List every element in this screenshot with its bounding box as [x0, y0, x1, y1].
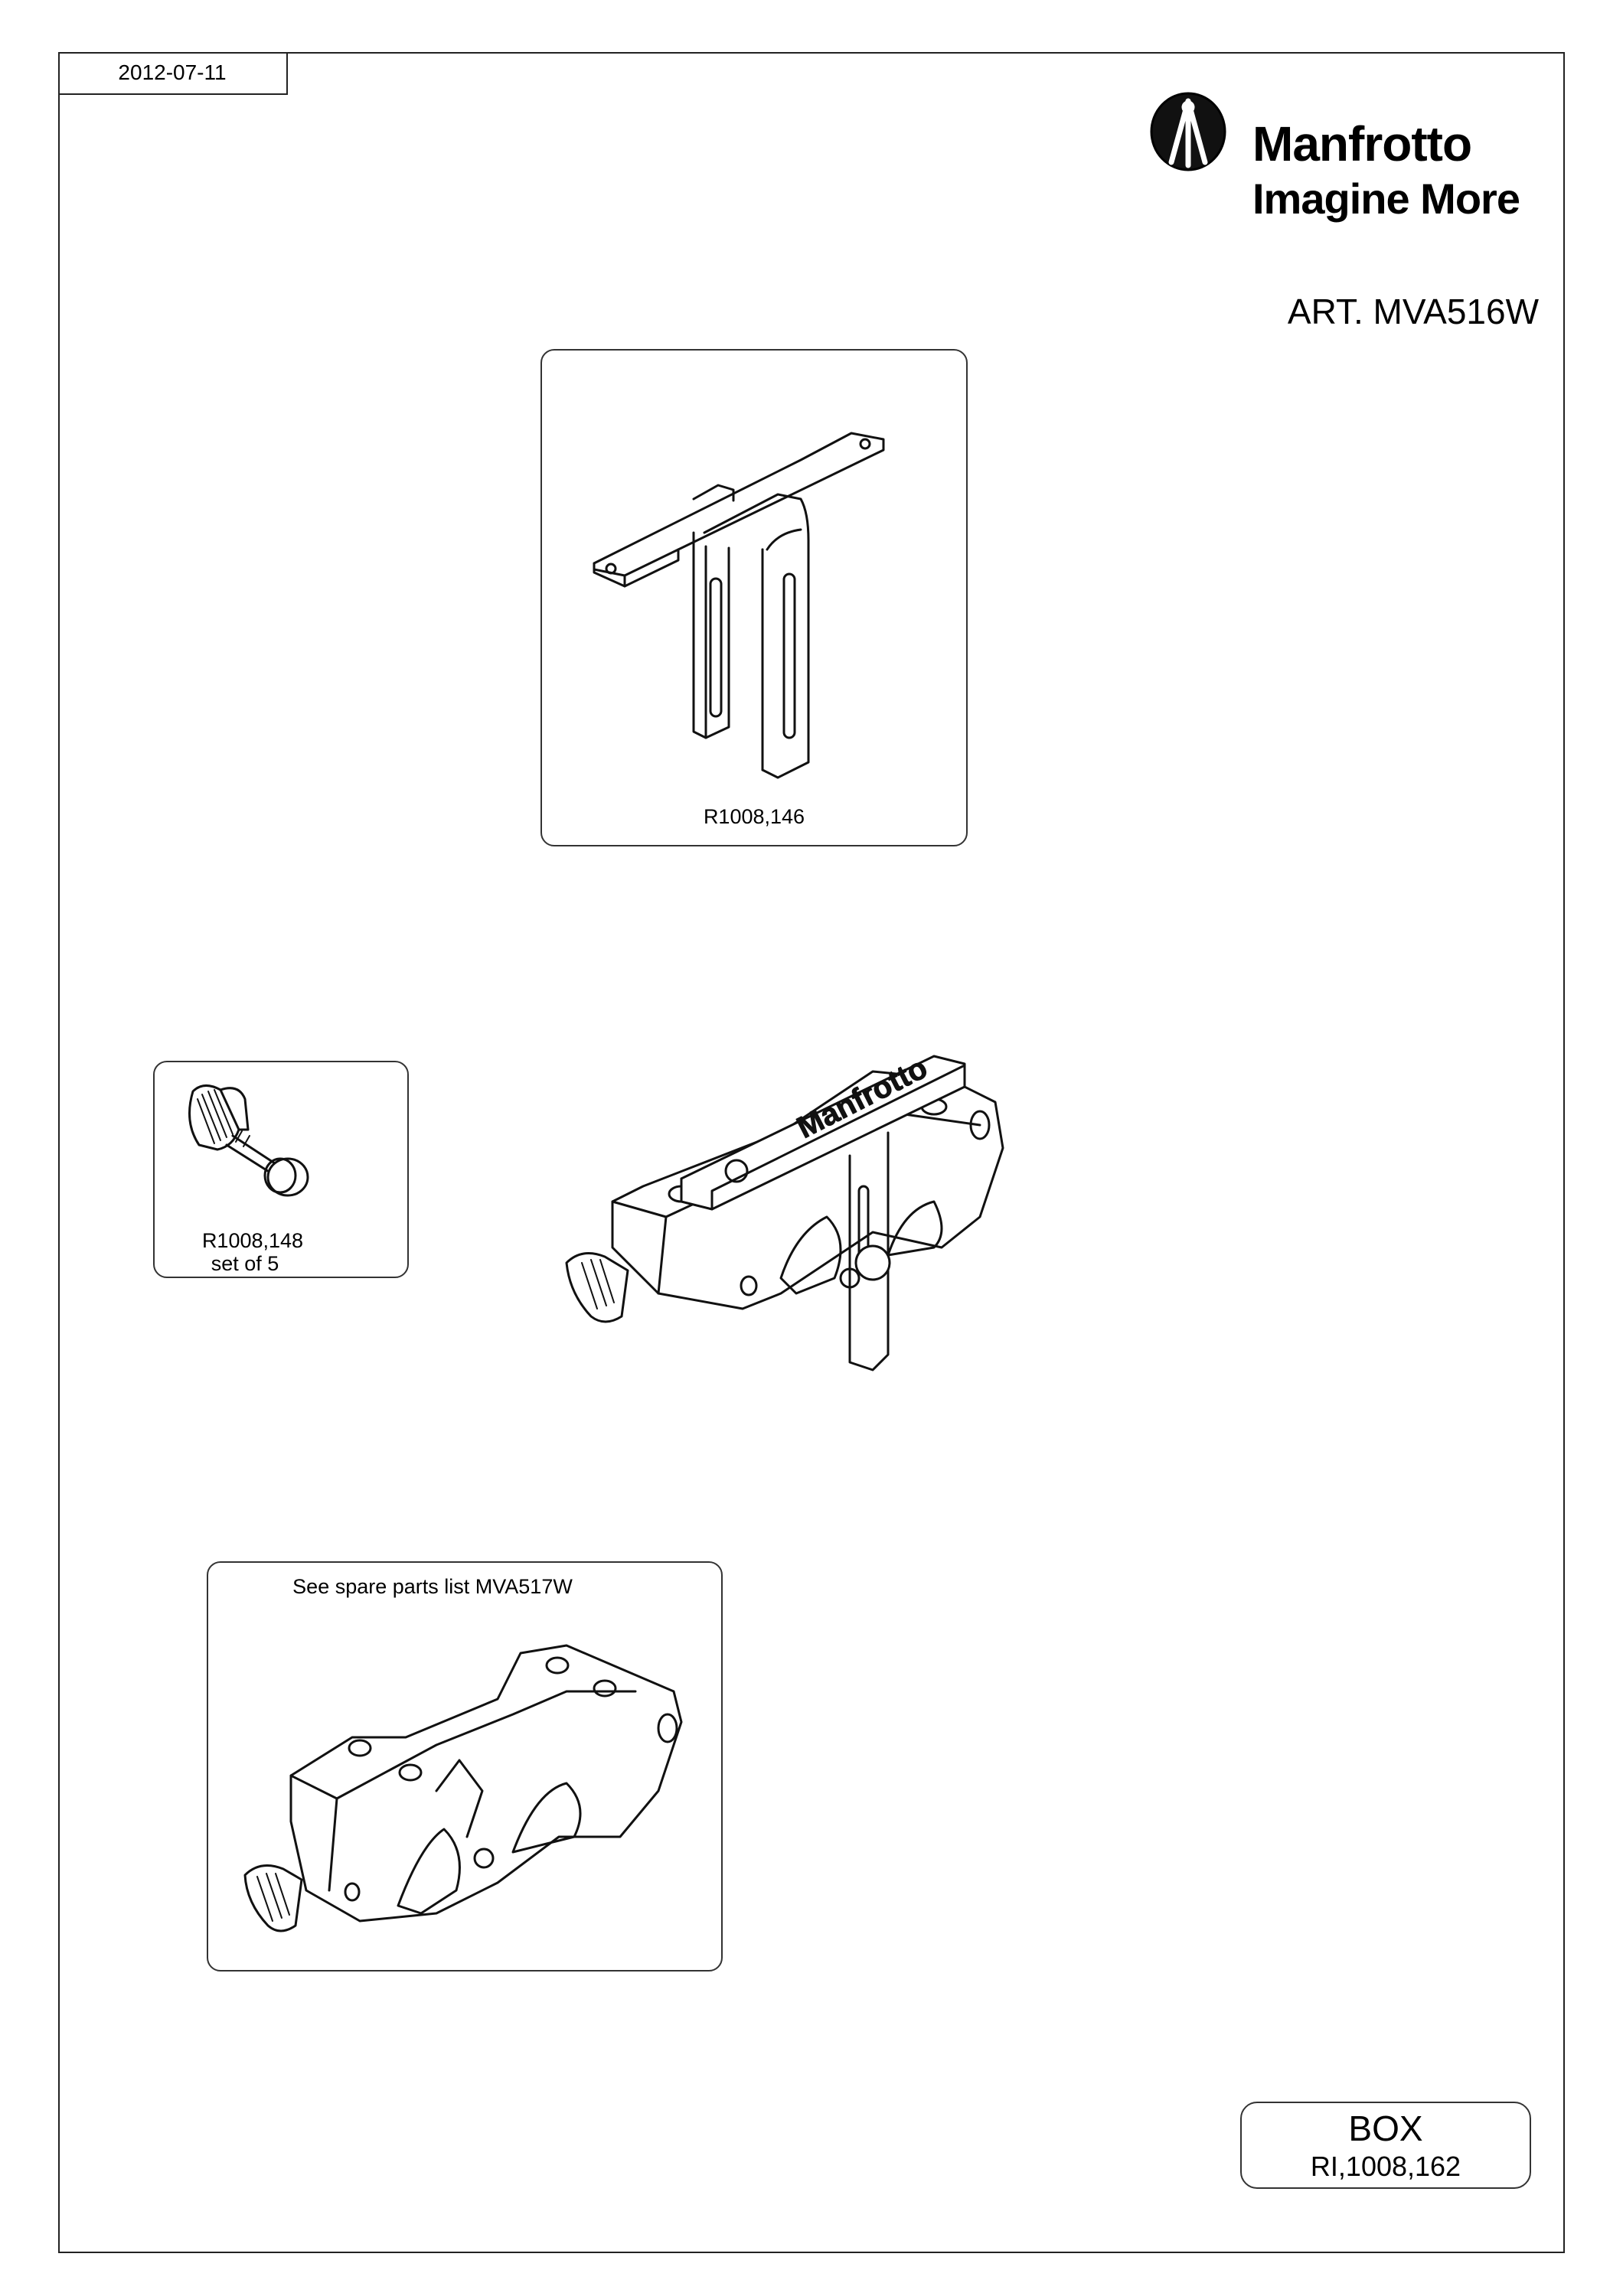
screw-part-code: R1008,148 — [201, 1229, 304, 1252]
engraving-text: Manfrotto — [792, 1051, 933, 1146]
assembly-drawing — [551, 957, 1041, 1385]
article-number: ART. MVA516W — [1287, 292, 1539, 331]
bracket-part-code: R1008,146 — [703, 805, 805, 828]
box-code: RI,1008,162 — [1310, 2151, 1461, 2182]
clamp-drawing — [207, 1561, 723, 1971]
clamp-spare-note: See spare parts list MVA517W — [292, 1575, 573, 1598]
box-title: BOX — [1348, 2108, 1423, 2148]
brand-tagline: Imagine More — [1252, 174, 1520, 223]
screw-part-note: set of 5 — [211, 1252, 279, 1275]
date-label: 2012-07-11 — [58, 52, 288, 95]
brand-name: Manfrotto — [1252, 116, 1472, 171]
bracket-drawing — [540, 349, 968, 846]
